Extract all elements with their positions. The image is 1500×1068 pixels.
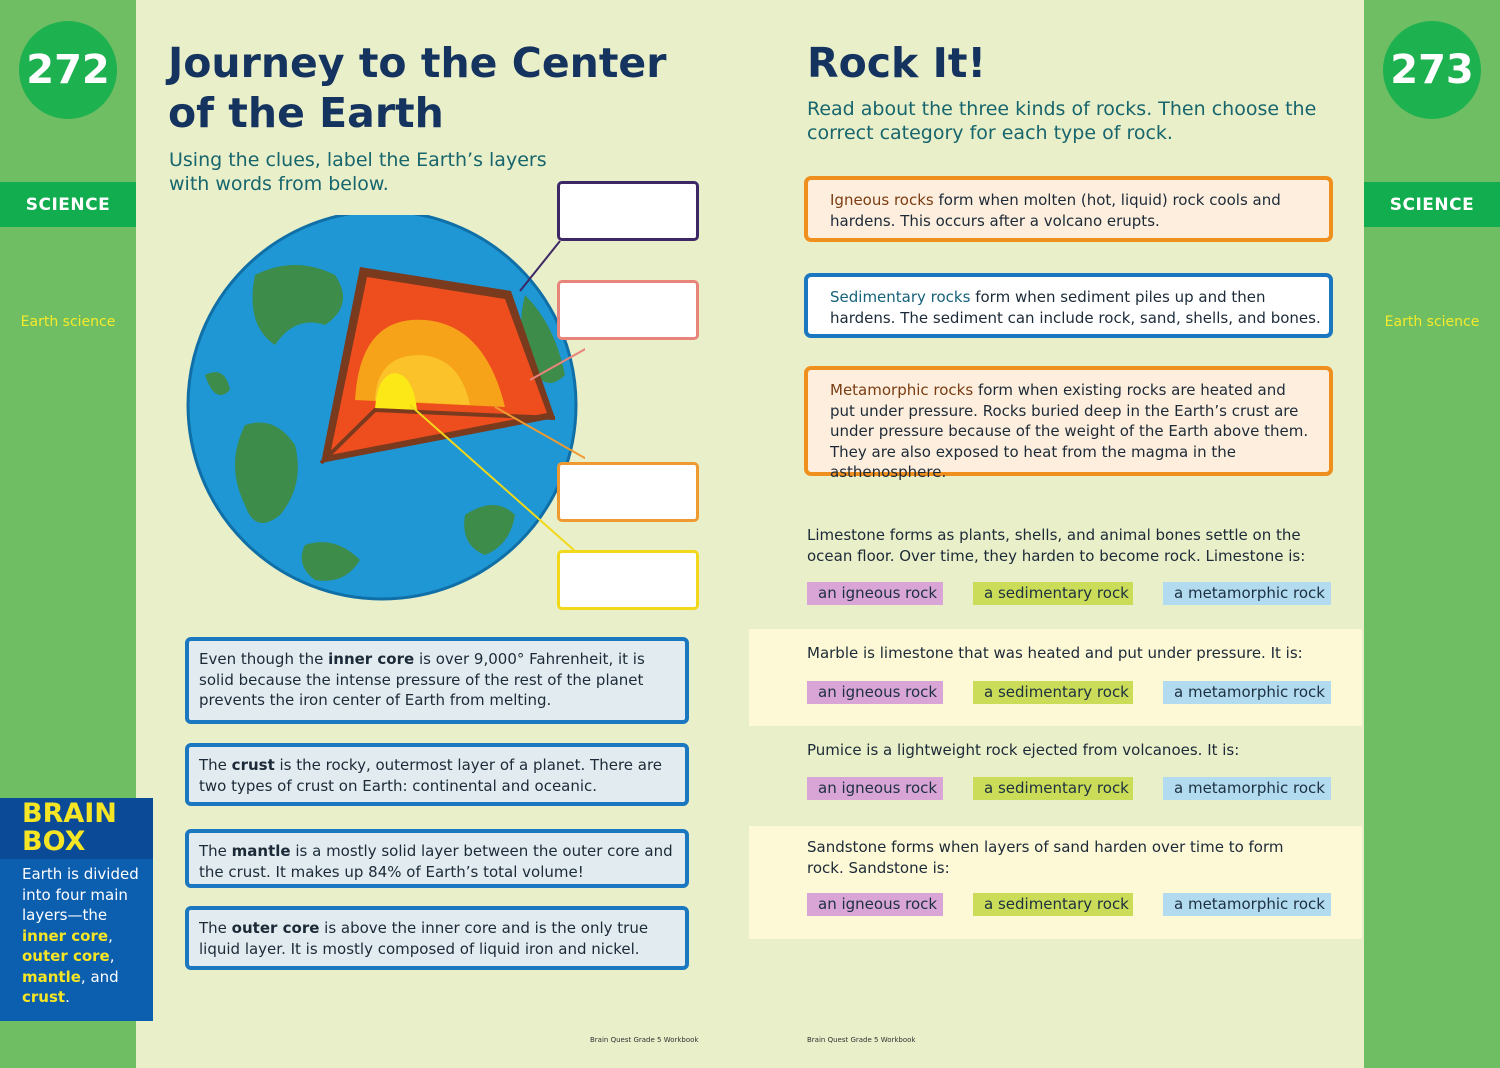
rock-description: form when existing rocks are heated and put under pressure. Rocks buried deep in the Earth’s crust are under pressure because of the weight of the Earth above them. They are also exposed to heat from the magma in the asthenosphere. bbox=[830, 381, 1309, 481]
brain-box bbox=[0, 798, 153, 1021]
question-pumice: Pumice is a lightweight rock ejected from volcanoes. It is: bbox=[807, 741, 1240, 759]
brain-box-heading-line-2: BOX bbox=[22, 826, 86, 857]
instructions-line-1: Using the clues, label the Earth’s layers bbox=[169, 149, 547, 171]
instructions-line-2: with words from below. bbox=[169, 173, 389, 195]
clue-term: crust bbox=[231, 756, 275, 774]
right-page-instructions bbox=[807, 97, 1316, 145]
clue-text: The bbox=[199, 919, 232, 937]
brain-box-term: outer core bbox=[22, 947, 110, 965]
option-sedimentary[interactable]: a sedimentary rock bbox=[973, 582, 1133, 605]
brain-box-text-part: , and bbox=[80, 967, 119, 986]
question-sandstone: Sandstone forms when layers of sand harden over time to form rock. Sandstone is: bbox=[807, 838, 1284, 877]
rock-type-sedimentary bbox=[804, 273, 1333, 338]
option-metamorphic[interactable]: a metamorphic rock bbox=[1163, 893, 1331, 916]
option-metamorphic[interactable]: a metamorphic rock bbox=[1163, 582, 1331, 605]
brain-box-text-part: Earth is divided into four main layers—the bbox=[22, 865, 139, 924]
option-metamorphic[interactable]: a metamorphic rock bbox=[1163, 777, 1331, 800]
clue-box-outer-core bbox=[185, 906, 689, 970]
clue-term: mantle bbox=[231, 842, 291, 860]
right-page-title: Rock It! bbox=[807, 39, 987, 87]
section-label-right: SCIENCE bbox=[1364, 182, 1500, 227]
clue-term: inner core bbox=[328, 650, 415, 668]
clue-text: is over 9,000° Fahrenheit, it is solid because the intense pressure of the rest of the planet prevents the iron center of Earth from melting. bbox=[199, 650, 645, 709]
rock-term: Igneous rocks bbox=[830, 191, 934, 209]
option-sedimentary[interactable]: a sedimentary rock bbox=[973, 777, 1133, 800]
rock-description: form when sediment piles up and then hardens. The sediment can include rock, sand, shells, and bones. bbox=[830, 288, 1321, 327]
leader-line-1 bbox=[520, 241, 560, 291]
instructions-line-2: correct category for each type of rock. bbox=[807, 122, 1173, 144]
brain-box-term: inner core bbox=[22, 926, 109, 945]
question-marble: Marble is limestone that was heated and put under pressure. It is: bbox=[807, 644, 1303, 662]
label-box-outer-core[interactable] bbox=[557, 462, 699, 522]
brain-box-text-part: , bbox=[109, 947, 115, 965]
brain-box-term: mantle bbox=[22, 967, 81, 986]
label-box-mantle[interactable] bbox=[557, 280, 699, 340]
clue-box-crust bbox=[185, 743, 689, 806]
option-sedimentary[interactable]: a sedimentary rock bbox=[973, 681, 1133, 704]
clue-term: outer core bbox=[231, 919, 320, 937]
page-number-left: 272 bbox=[19, 21, 117, 119]
rock-term: Sedimentary rocks bbox=[830, 288, 971, 306]
label-box-inner-core[interactable] bbox=[557, 550, 699, 610]
brain-box-text bbox=[22, 864, 146, 1008]
option-igneous[interactable]: an igneous rock bbox=[807, 582, 943, 605]
clue-text: The bbox=[199, 842, 232, 860]
left-page-instructions bbox=[169, 148, 547, 196]
rock-type-igneous bbox=[804, 176, 1333, 242]
page-number-right: 273 bbox=[1383, 21, 1481, 119]
instructions-line-1: Read about the three kinds of rocks. Then choose the bbox=[807, 98, 1317, 120]
brain-box-heading bbox=[0, 798, 153, 859]
section-label-left: SCIENCE bbox=[0, 182, 136, 227]
right-sidebar bbox=[1364, 0, 1500, 1068]
subject-label-right: Earth science bbox=[1384, 314, 1480, 330]
rock-description: form when molten (hot, liquid) rock cools and hardens. This occurs after a volcano erupts. bbox=[830, 191, 1281, 230]
subject-label-left: Earth science bbox=[20, 314, 116, 330]
brain-box-heading-line-1: BRAIN bbox=[22, 798, 117, 829]
clue-box-inner-core bbox=[185, 637, 689, 724]
option-igneous[interactable]: an igneous rock bbox=[807, 777, 943, 800]
footer-right: Brain Quest Grade 5 Workbook bbox=[807, 1036, 916, 1044]
clue-box-mantle bbox=[185, 829, 689, 888]
option-igneous[interactable]: an igneous rock bbox=[807, 893, 943, 916]
option-igneous[interactable]: an igneous rock bbox=[807, 681, 943, 704]
label-box-crust[interactable] bbox=[557, 181, 699, 241]
rock-term: Metamorphic rocks bbox=[830, 381, 974, 399]
option-sedimentary[interactable]: a sedimentary rock bbox=[973, 893, 1133, 916]
option-metamorphic[interactable]: a metamorphic rock bbox=[1163, 681, 1331, 704]
earth-layers-illustration bbox=[185, 215, 585, 605]
clue-text: Even though the bbox=[199, 650, 329, 668]
question-limestone: Limestone forms as plants, shells, and animal bones settle on the ocean floor. Over time, they harden to become rock. Limestone is: bbox=[807, 526, 1306, 565]
rock-type-metamorphic bbox=[804, 366, 1333, 481]
clue-text: is the rocky, outermost layer of a planet. There are two types of crust on Earth: continental and oceanic. bbox=[199, 756, 663, 795]
brain-box-term: crust bbox=[22, 988, 66, 1006]
brain-box-text-part: , bbox=[108, 926, 113, 945]
title-line-1: Journey to the Center bbox=[168, 39, 667, 87]
title-line-2: of the Earth bbox=[168, 89, 444, 137]
clue-text: is a mostly solid layer between the outer core and the crust. It makes up 84% of Earth’s total volume! bbox=[199, 842, 673, 881]
footer-left: Brain Quest Grade 5 Workbook bbox=[590, 1036, 699, 1044]
clue-text: is above the inner core and is the only true liquid layer. It is mostly composed of liquid iron and nickel. bbox=[199, 919, 649, 958]
brain-box-text-part: . bbox=[65, 988, 70, 1006]
clue-text: The bbox=[199, 756, 232, 774]
left-page-title bbox=[168, 38, 666, 138]
